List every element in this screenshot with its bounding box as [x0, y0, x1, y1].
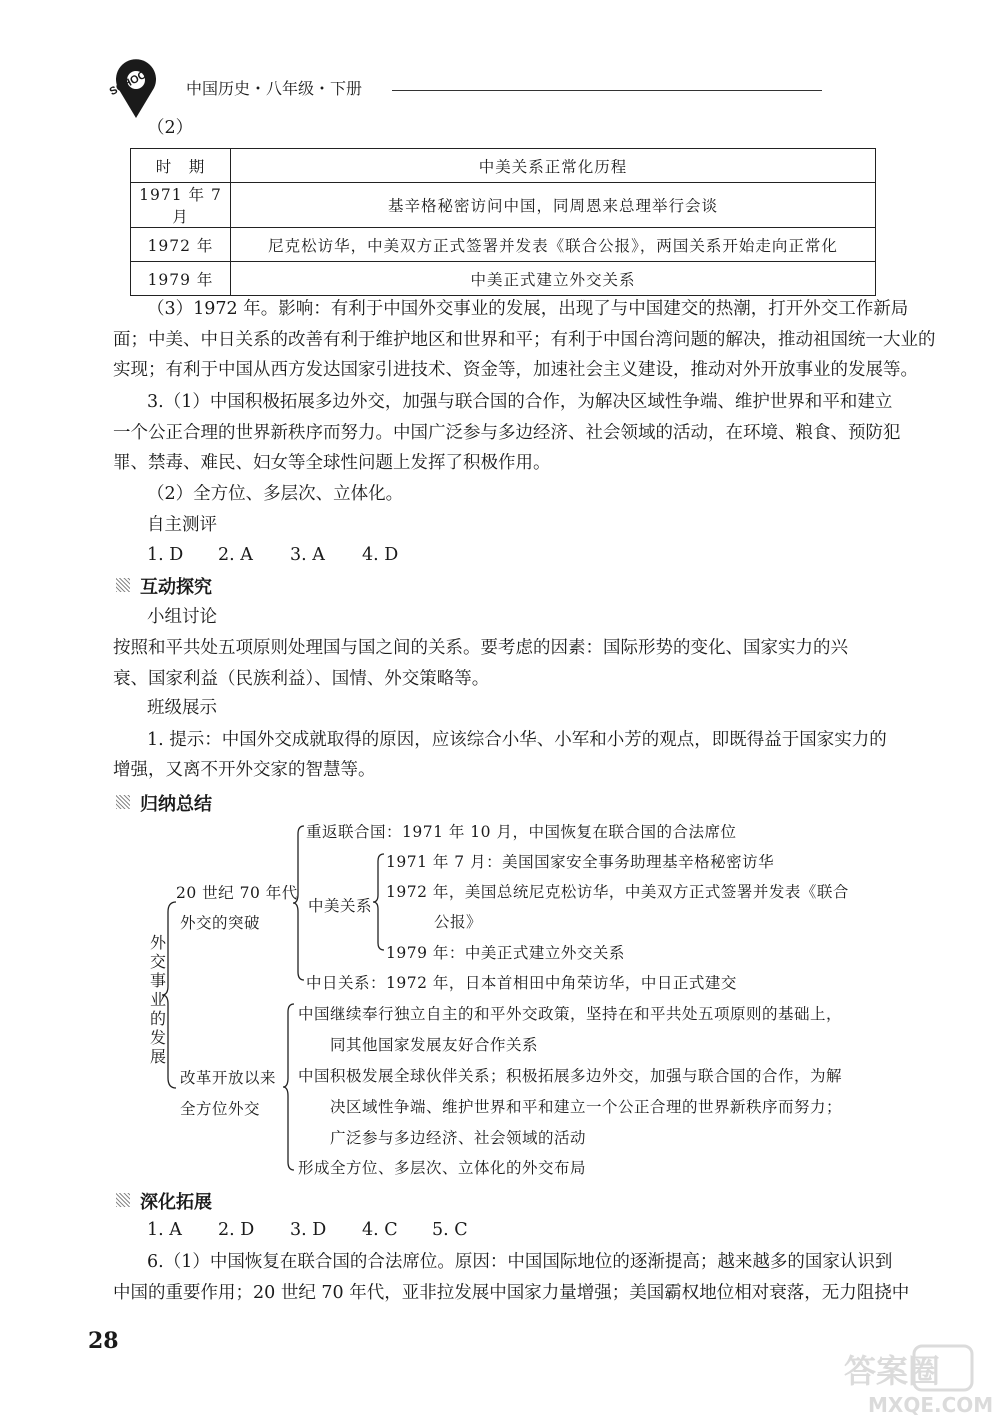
reform-item-continued: 同其他国家发展友好合作关系: [330, 1036, 539, 1054]
root-brace: [160, 900, 180, 1090]
reform-item: 形成全方位、多层次、立体化的外交布局: [298, 1159, 587, 1177]
q6-line-1: 6.（1）中国恢复在联合国的合法席位。原因：中国国际地位的逐渐提高；越来越多的国家认识到: [147, 1252, 893, 1272]
deepen-answer: 4. C: [362, 1220, 398, 1240]
sino-us-label: 中美关系: [308, 897, 373, 915]
q3-line-2: 一个公正合理的世界新秩序而努力。中国广泛参与多边经济、社会领域的活动，在环境、粮食、预防犯: [113, 423, 901, 443]
sino-us-item: 1972 年，美国总统尼克松访华，中美双方正式签署并发表《联合: [386, 883, 849, 901]
group-discussion-line-2: 衰、国家利益（民族利益）、国情、外交策略等。: [113, 669, 490, 689]
summary-root-label: 外交事业的发展: [149, 933, 166, 1066]
table-row: [131, 228, 876, 262]
deepen-answer: 1. A: [147, 1220, 182, 1240]
watermark-logo: [838, 1340, 998, 1420]
self-test-answer: 2. A: [218, 545, 253, 565]
sino-us-item: 1971 年 7 月：美国国家安全事务助理基辛格秘密访华: [386, 853, 775, 871]
self-test-title: 自主测评: [147, 515, 217, 535]
header-rule: [392, 90, 822, 91]
un-return-text: 重返联合国：1971 年 10 月，中国恢复在联合国的合法席位: [306, 823, 737, 841]
q6-line-2: 中国的重要作用；20 世纪 70 年代，亚非拉发展中国家力量增强；美国霸权地位相对衰落，无力阻挠中: [113, 1283, 910, 1303]
table-cell-event: 基辛格秘密访问中国，同周恩来总理举行会谈: [231, 183, 876, 228]
deepen-answer: 3. D: [290, 1220, 327, 1240]
class-display-line-1: 1. 提示：中国外交成就取得的原因，应该综合小华、小军和小芳的观点，即既得益于国家实力的: [147, 730, 887, 750]
table-header-process: 中美关系正常化历程: [231, 149, 876, 183]
sino-us-brace: [372, 852, 386, 952]
deepen-answer: 2. D: [218, 1220, 255, 1240]
reform-item-continued: 广泛参与多边经济、社会领域的活动: [330, 1129, 587, 1147]
page-number: 28: [88, 1328, 119, 1354]
section-title-interactive: 互动探究: [140, 577, 212, 598]
reform-item: 中国积极发展全球伙伴关系；积极拓展多边外交，加强与联合国的合作，为解: [298, 1067, 843, 1085]
reform-item: 中国继续奉行独立自主的和平外交政策，坚持在和平共处五项原则的基础上，: [298, 1005, 843, 1023]
q3-line-3: 罪、禁毒、难民、妇女等全球性问题上发挥了积极作用。: [113, 453, 551, 473]
table-header-row: [131, 149, 876, 183]
para3-line-2: 面；中美、中日关系的改善有利于维护地区和世界和平；有利于中国台湾问题的解决，推动祖国统一大业的: [113, 330, 936, 350]
table-cell-period: 1972 年: [131, 228, 231, 262]
sino-japan-text: 中日关系：1972 年，日本首相田中角荣访华，中日正式建交: [306, 974, 737, 992]
section-title-deepen: 深化拓展: [140, 1192, 212, 1213]
branch1-brace: [292, 824, 306, 982]
group-discussion-title: 小组讨论: [147, 607, 217, 627]
class-display-line-2: 增强，又离不开外交家的智慧等。: [113, 760, 376, 780]
reform-item-continued: 决区域性争端、维护世界和平和建立一个公正合理的世界新秩序而努力；: [330, 1098, 843, 1116]
table-cell-event: 中美正式建立外交关系: [231, 262, 876, 296]
branch2-label-line2: 全方位外交: [180, 1100, 261, 1118]
section-title-summary: 归纳总结: [140, 794, 212, 815]
sino-us-item-continued: 公报》: [434, 913, 483, 931]
table-cell-period: 1979 年: [131, 262, 231, 296]
table-cell-event: 尼克松访华，中美双方正式签署并发表《联合公报》，两国关系开始走向正常化: [231, 228, 876, 262]
table-row: [131, 183, 876, 228]
branch2-label-line1: 改革开放以来: [180, 1069, 277, 1087]
self-test-answer: 3. A: [290, 545, 325, 565]
question-2-label: （2）: [147, 118, 194, 138]
table-header-period: 时 期: [131, 149, 231, 183]
svg-text:MXQE.COM: MXQE.COM: [868, 1393, 994, 1417]
section-icon: [116, 578, 130, 592]
table-row: [131, 262, 876, 296]
section-icon: [116, 795, 130, 809]
svg-text:答案圈: 答案圈: [844, 1352, 941, 1390]
q3-part-2: （2）全方位、多层次、立体化。: [147, 484, 404, 504]
deepen-answer: 5. C: [432, 1220, 468, 1240]
svg-text:SCHOOL: SCHOOL: [107, 65, 155, 99]
para3-line-3: 实现；有利于中国从西方发达国家引进技术、资金等，加速社会主义建设，推动对外开放事业的发展等。: [113, 360, 918, 380]
q3-line-1: 3.（1）中国积极拓展多边外交，加强与联合国的合作，为解决区域性争端、维护世界和平和建立: [147, 392, 893, 412]
sino-us-timeline-table: [130, 148, 876, 296]
section-icon: [116, 1193, 130, 1207]
branch1-label-line1: 20 世纪 70 年代: [176, 884, 298, 902]
self-test-answer: 1. D: [147, 545, 184, 565]
para3-line-1: （3）1972 年。影响：有利于中国外交事业的发展，出现了与中国建交的热潮，打开外交工作新局: [147, 299, 909, 319]
branch1-label-line2: 外交的突破: [180, 914, 261, 932]
class-display-title: 班级展示: [147, 698, 217, 718]
group-discussion-line-1: 按照和平共处五项原则处理国与国之间的关系。要考虑的因素：国际形势的变化、国家实力的兴: [113, 638, 848, 658]
header-title: 中国历史・八年级・下册: [186, 79, 363, 98]
table-cell-period: 1971 年 7 月: [131, 183, 231, 228]
school-logo: [102, 58, 172, 120]
branch2-brace: [282, 1002, 296, 1172]
sino-us-item: 1979 年：中美正式建立外交关系: [386, 944, 625, 962]
self-test-answer: 4. D: [362, 545, 399, 565]
